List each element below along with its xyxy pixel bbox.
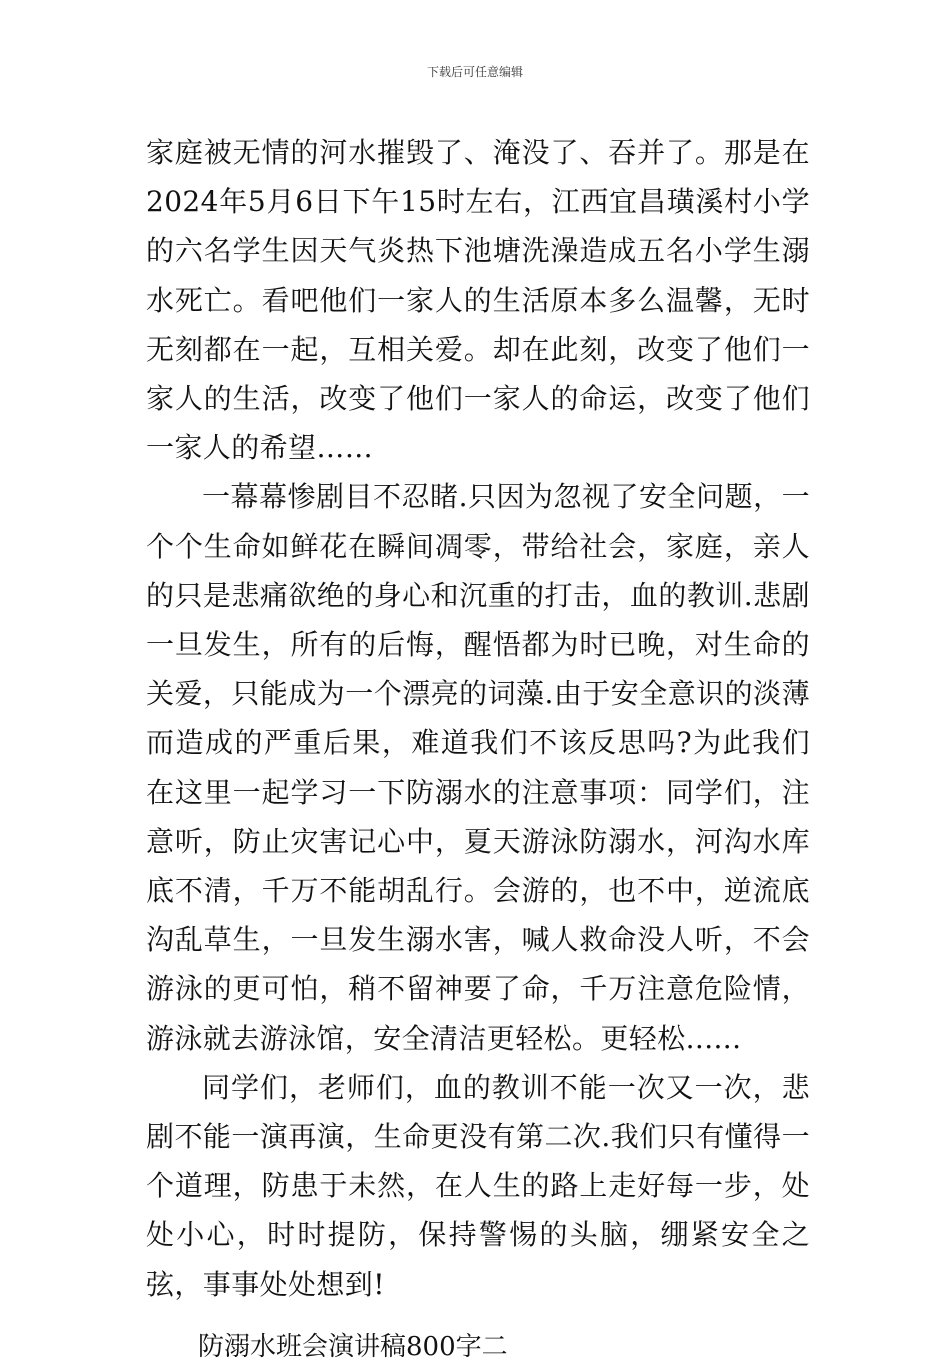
document-body	[146, 128, 810, 1372]
page-header-note: 下载后可任意编辑	[426, 65, 523, 79]
paragraph-3: 同学们，老师们，血的教训不能一次又一次，悲剧不能一演再演，生命更没有第二次.我们只有懂得一个道理，防患于未然，在人生的路上走好每一步，处处小心，时时提防，保持警惕的头脑，绷紧安全之弦，事事处处想到!	[146, 1070, 810, 1301]
paragraph-1: 家庭被无情的河水摧毁了、淹没了、吞并了。那是在2024年5月6日下午15时左右，江西宜昌璜溪村小学的六名学生因天气炎热下池塘洗澡造成五名小学生溺水死亡。看吧他们一家人的生活原本多么温馨，无时无刻都在一起，互相关爱。却在此刻，改变了他们一家人的生活，改变了他们一家人的命运，改变了他们一家人的希望……	[146, 136, 810, 465]
section-title: 防溺水班会演讲稿800字二	[198, 1331, 508, 1362]
paragraph-2: 一幕幕惨剧目不忍睹.只因为忽视了安全问题，一个个生命如鲜花在瞬间凋零，带给社会，家庭，亲人的只是悲痛欲绝的身心和沉重的打击，血的教训.悲剧一旦发生，所有的后悔，醒悟都为时已晚，对生命的关爱，只能成为一个漂亮的词藻.由于安全意识的淡薄而造成的严重后果，难道我们不该反思吗?为此我们在这里一起学习一下防溺水的注意事项：同学们，注意听，防止灾害记心中，夏天游泳防溺水，河沟水库底不清，千万不能胡乱行。会游的，也不中，逆流底沟乱草生，一旦发生溺水害，喊人救命没人听，不会游泳的更可怕，稍不留神要了命，千万注意危险情，游泳就去游泳馆，安全清洁更轻松。更轻松......	[146, 480, 810, 1055]
